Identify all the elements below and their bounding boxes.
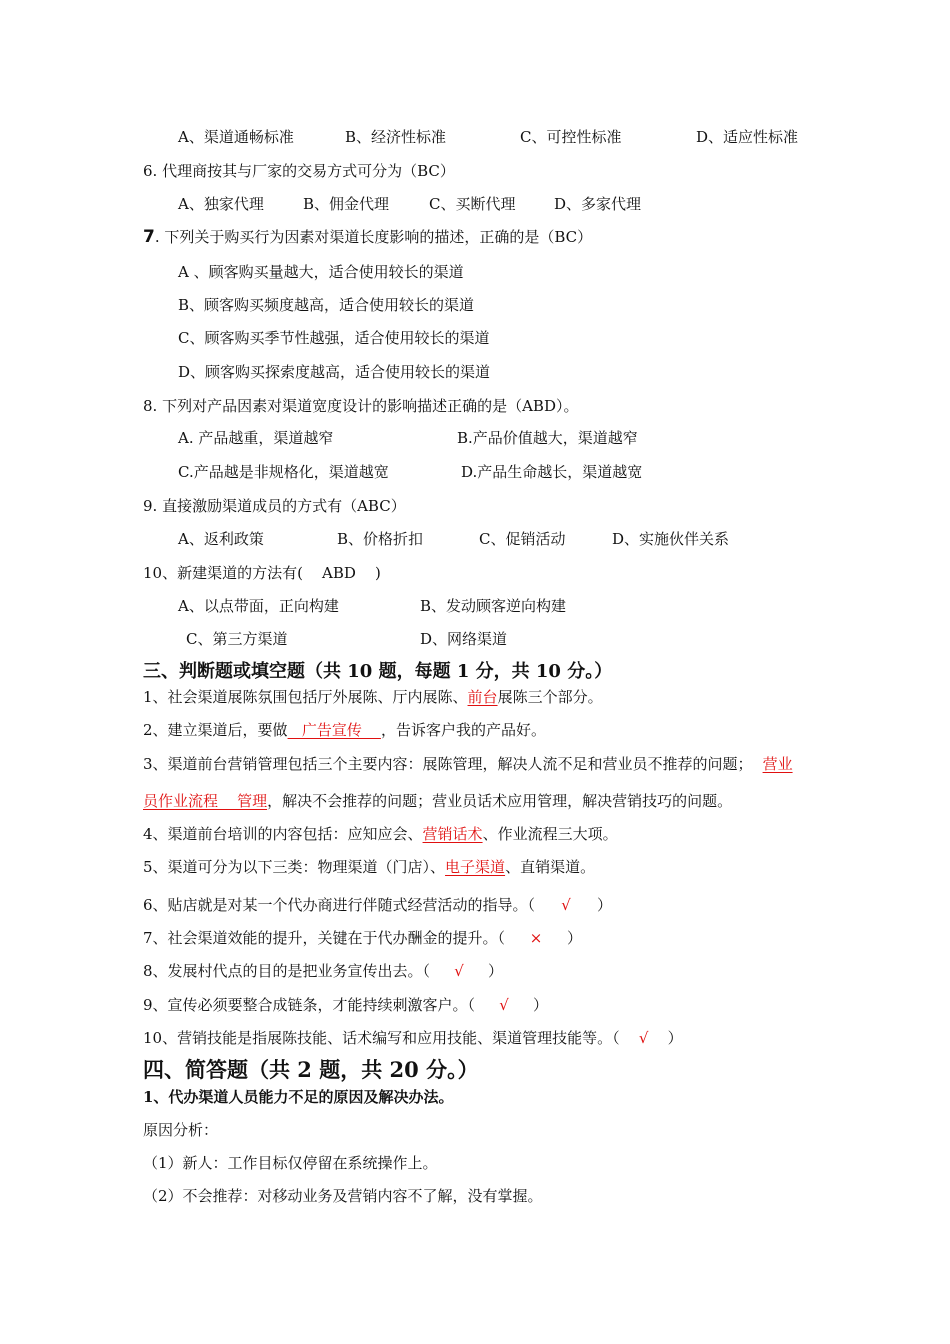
fill-5-answer: 电子渠道	[445, 858, 506, 876]
check-mark-icon: √	[561, 896, 571, 914]
fill-2-answer: 广告宣传	[287, 721, 381, 739]
judge-6-close: ）	[597, 896, 613, 914]
judge-6	[143, 895, 612, 915]
fill-1-answer: 前台	[467, 688, 498, 706]
q9-option-d: D、实施伙伴关系	[612, 530, 730, 548]
q7-option-a: A 、顾客购买量越大，适合使用较长的渠道	[178, 263, 464, 281]
q9-option-b: B、价格折扣	[337, 530, 424, 548]
q6-option-c: C、买断代理	[429, 195, 516, 213]
judge-9-text: 9、宣传必须要整合成链条，才能持续刺激客户。（	[143, 996, 476, 1014]
q7-question	[143, 227, 592, 247]
section3-title: 三、判断题或填空题（共 10 题，每题 1 分，共 10 分。）	[143, 661, 613, 682]
q5-option-b: B、经济性标准	[345, 128, 447, 146]
q5-option-c: C、可控性标准	[520, 128, 622, 146]
fill-3-text: 3、渠道前台营销管理包括三个主要内容：展陈管理，解决人流不足和营业员不推荐的问题；	[143, 755, 753, 773]
fill-3-answer-part1: 营业	[762, 755, 793, 773]
check-mark-icon: √	[638, 1029, 649, 1047]
analysis-point-1: （1）新人：工作目标仅停留在系统操作上。	[143, 1154, 438, 1172]
judge-8-close: ）	[488, 962, 504, 980]
q6-question: 6. 代理商按其与厂家的交易方式可分为（BC）	[143, 162, 455, 180]
judge-6-text: 6、贴店就是对某一个代办商进行伴随式经营活动的指导。（	[143, 896, 536, 914]
q7-number: 7	[143, 227, 155, 247]
cross-mark-icon: ×	[529, 929, 543, 947]
q6-option-d: D、多家代理	[554, 195, 642, 213]
judge-8	[143, 961, 503, 981]
judge-10	[143, 1028, 683, 1048]
q8-option-b: B.产品价值越大，渠道越窄	[457, 429, 638, 447]
judge-7	[143, 928, 582, 948]
judge-8-text: 8、发展村代点的目的是把业务宣传出去。（	[143, 962, 431, 980]
fill-5-text-end: 、直销渠道。	[505, 858, 596, 876]
fill-4-text-end: 、作业流程三大项。	[482, 825, 618, 843]
check-mark-icon: √	[454, 962, 464, 980]
q10-option-c: C、第三方渠道	[186, 630, 288, 648]
q5-option-d: D、适应性标准	[696, 128, 799, 146]
q7-option-d: D、顾客购买探索度越高，适合使用较长的渠道	[178, 363, 491, 381]
judge-9-close: ）	[533, 996, 549, 1014]
fill-4	[143, 824, 618, 844]
fill-1-text-end: 展陈三个部分。	[497, 688, 603, 706]
fill-2-text-end: ，告诉客户我的产品好。	[380, 721, 546, 739]
q8-option-a: A. 产品越重，渠道越窄	[178, 429, 334, 447]
analysis-point-2: （2）不会推荐：对移动业务及营销内容不了解，没有掌握。	[143, 1187, 543, 1205]
judge-7-text: 7、社会渠道效能的提升，关键在于代办酬金的提升。（	[143, 929, 506, 947]
fill-1-text: 1、社会渠道展陈氛围包括厅外展陈、厅内展陈、	[143, 688, 468, 706]
q8-option-d: D.产品生命越长，渠道越宽	[461, 463, 643, 481]
q10-option-d: D、网络渠道	[420, 630, 508, 648]
q8-question: 8. 下列对产品因素对渠道宽度设计的影响描述正确的是（ABD）。	[143, 397, 579, 415]
judge-9	[143, 995, 548, 1015]
fill-3-text-end: ，解决不会推荐的问题；营业员话术应用管理，解决营销技巧的问题。	[267, 792, 733, 810]
q8-option-c: C.产品越是非规格化，渠道越宽	[178, 463, 389, 481]
fill-2-text: 2、建立渠道后，要做	[143, 721, 288, 739]
fill-3-line1	[143, 754, 793, 774]
fill-3-answer-part2: 员作业流程 管理	[143, 792, 268, 810]
fill-3-line2	[143, 791, 732, 811]
q10-option-b: B、发动顾客逆向构建	[420, 597, 567, 615]
q9-question: 9. 直接激励渠道成员的方式有（ABC）	[143, 497, 406, 515]
section4-title: 四、简答题（共 2 题，共 20 分。）	[143, 1057, 479, 1082]
q10-option-a: A、以点带面，正向构建	[178, 597, 339, 615]
q10-question: 10、新建渠道的方法有( ABD )	[143, 564, 381, 582]
check-mark-icon: √	[499, 996, 509, 1014]
q9-option-c: C、促销活动	[479, 530, 566, 548]
fill-4-answer: 营销话术	[422, 825, 483, 843]
q9-option-a: A、返利政策	[178, 530, 264, 548]
fill-1	[143, 687, 603, 707]
fill-2	[143, 720, 546, 740]
judge-7-close: ）	[567, 929, 583, 947]
judge-10-text: 10、营销技能是指展陈技能、话术编写和应用技能、渠道管理技能等。（	[143, 1029, 620, 1047]
q6-option-a: A、独家代理	[178, 195, 264, 213]
judge-10-close: ）	[667, 1029, 683, 1047]
q7-option-c: C、顾客购买季节性越强，适合使用较长的渠道	[178, 329, 490, 347]
fill-5	[143, 857, 595, 877]
fill-4-text: 4、渠道前台培训的内容包括：应知应会、	[143, 825, 423, 843]
short-answer-q1: 1、代办渠道人员能力不足的原因及解决办法。	[143, 1088, 454, 1106]
q5-option-a: A、渠道通畅标准	[178, 128, 294, 146]
analysis-label: 原因分析：	[143, 1121, 219, 1139]
q7-text: . 下列关于购买行为因素对渠道长度影响的描述，正确的是（BC）	[154, 228, 593, 246]
q6-option-b: B、佣金代理	[303, 195, 390, 213]
q7-option-b: B、顾客购买频度越高，适合使用较长的渠道	[178, 296, 475, 314]
fill-5-text: 5、渠道可分为以下三类：物理渠道（门店）、	[143, 858, 446, 876]
